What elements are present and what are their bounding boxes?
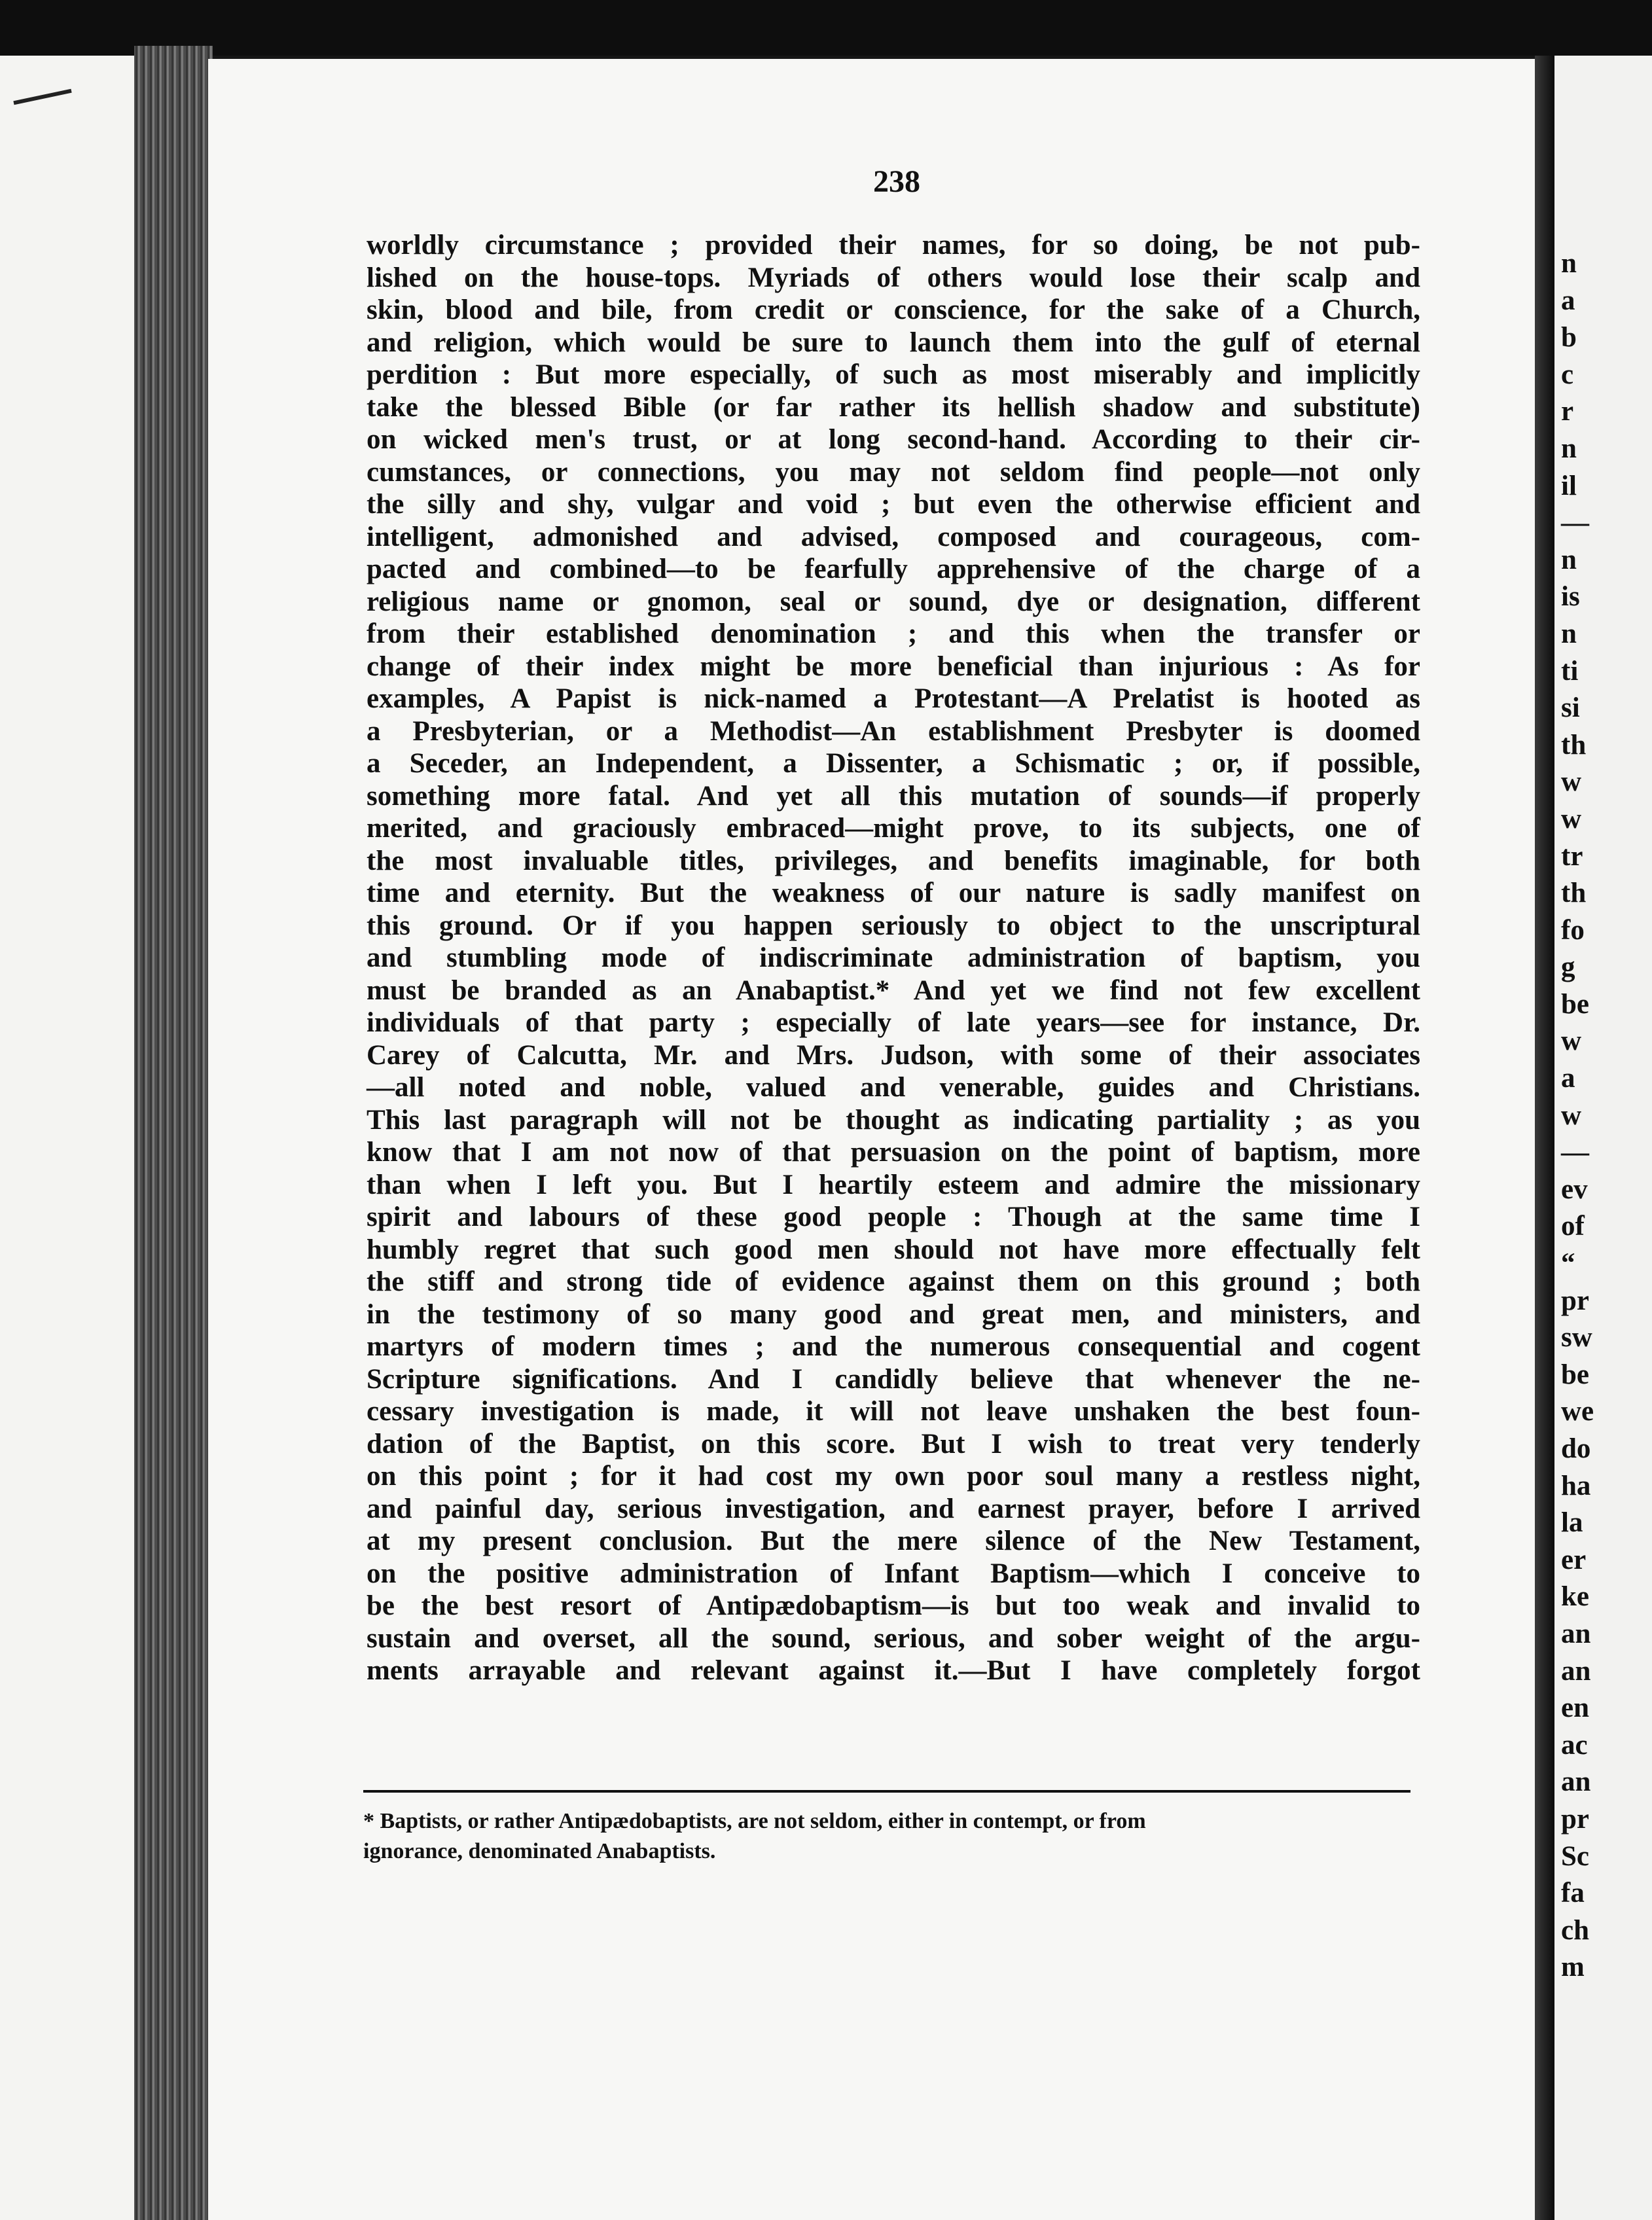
book-gutter (1535, 56, 1554, 2220)
facing-page-fragment: th (1561, 878, 1587, 909)
body-line: religious name or gnomon, seal or sound, dye or designation, different (367, 586, 1420, 617)
body-line: skin, blood and bile, from credit or conscience, for the sake of a Church, (367, 295, 1420, 325)
facing-page-edge (1554, 56, 1652, 2220)
facing-page-fragment: w (1561, 766, 1582, 798)
body-line: on this point ; for it had cost my own poor soul many a restless night, (367, 1461, 1420, 1492)
body-line: —all noted and noble, valued and venerable, guides and Christians. (367, 1072, 1420, 1103)
facing-page-fragment: en (1561, 1692, 1589, 1724)
facing-page-fragment: Sc (1561, 1840, 1589, 1872)
facing-page-fragment: r (1561, 396, 1574, 427)
body-line: cessary investigation is made, it will not leave unshaken the best foun- (367, 1396, 1420, 1427)
body-line: lished on the house-tops. Myriads of others would lose their scalp and (367, 262, 1420, 293)
body-line: in the testimony of so many good and great men, and ministers, and (367, 1298, 1420, 1330)
footnote-rule (363, 1790, 1410, 1793)
body-line: the stiff and strong tide of evidence against them on this ground ; both (367, 1266, 1420, 1297)
facing-page-fragment: — (1561, 507, 1589, 539)
body-line: Scripture significations. And I candidly believe that whenever the ne- (367, 1363, 1420, 1395)
body-line: sustain and overset, all the sound, serious, and sober weight of the argu- (367, 1622, 1420, 1654)
body-line: Carey of Calcutta, Mr. and Mrs. Judson, with some of their associates (367, 1039, 1420, 1071)
facing-page-fragment: an (1561, 1618, 1591, 1649)
footnote (363, 1806, 1417, 1867)
body-line: and stumbling mode of indiscriminate administration of baptism, you (367, 942, 1420, 973)
facing-page-fragment: of (1561, 1211, 1585, 1242)
body-line: must be branded as an Anabaptist.* And yet we find not few excellent (367, 975, 1420, 1006)
page-edges (134, 46, 213, 2220)
body-line: be the best resort of Antipædobaptism—is but too weak and invalid to (367, 1590, 1420, 1621)
facing-page-fragment: fo (1561, 914, 1585, 946)
body-line: from their established denomination ; and this when the transfer or (367, 618, 1420, 649)
facing-page-fragment: ac (1561, 1729, 1588, 1761)
facing-page-fragment: fa (1561, 1878, 1585, 1909)
body-line: merited, and graciously embraced—might prove, to its subjects, one of (367, 813, 1420, 844)
body-line: worldly circumstance ; provided their names, for so doing, be not pub- (367, 230, 1420, 260)
facing-page-fragment: n (1561, 433, 1577, 464)
body-line: something more fatal. And yet all this mutation of sounds—if properly (367, 780, 1420, 812)
facing-page-fragment: n (1561, 618, 1577, 649)
facing-page-fragment: ke (1561, 1581, 1589, 1613)
scan-top-border (0, 0, 1652, 56)
facing-page-fragment: ch (1561, 1914, 1589, 1946)
facing-page-fragment: w (1561, 1026, 1582, 1057)
facing-page-fragment: n (1561, 544, 1577, 575)
facing-page-fragment: pr (1561, 1803, 1589, 1835)
body-line: spirit and labours of these good people : Though at the same time I (367, 1202, 1420, 1232)
footnote-line: * Baptists, or rather Antipædobaptists, are not seldom, either in contempt, or from (363, 1809, 1146, 1833)
facing-page-fragment: ti (1561, 655, 1579, 687)
facing-page-fragment: sw (1561, 1322, 1592, 1353)
margin-mark (13, 89, 71, 105)
facing-page-fragment: do (1561, 1433, 1591, 1464)
body-line: intelligent, admonished and advised, composed and courageous, com- (367, 521, 1420, 552)
facing-page-fragment: a (1561, 285, 1575, 316)
facing-page-fragment: is (1561, 581, 1580, 613)
facing-page-text (1561, 245, 1594, 1986)
facing-page-fragment: la (1561, 1507, 1583, 1539)
page-number: 238 (873, 164, 920, 199)
body-line: and painful day, serious investigation, and earnest prayer, before I arrived (367, 1493, 1420, 1524)
body-line: change of their index might be more beneficial than injurious : As for (367, 651, 1420, 682)
facing-page-fragment: er (1561, 1544, 1587, 1575)
facing-page-fragment: tr (1561, 840, 1583, 872)
facing-page-fragment: a (1561, 1063, 1575, 1094)
facing-page-fragment: ha (1561, 1470, 1591, 1501)
body-line: time and eternity. But the weakness of our nature is sadly manifest on (367, 878, 1420, 908)
facing-page-fragment: th (1561, 729, 1587, 761)
body-line: ments arrayable and relevant against it.—But I have completely forgot (367, 1655, 1420, 1686)
footnote-line: ignorance, denominated Anabaptists. (363, 1839, 716, 1863)
body-line: the silly and shy, vulgar and void ; but even the otherwise efficient and (367, 489, 1420, 520)
body-line: perdition : But more especially, of such as most miserably and implicitly (367, 359, 1420, 390)
facing-page-fragment: ev (1561, 1173, 1588, 1205)
body-line: pacted and combined—to be fearfully apprehensive of the charge of a (367, 554, 1420, 584)
facing-page-fragment: g (1561, 952, 1575, 983)
facing-page-fragment: w (1561, 803, 1582, 834)
facing-page-fragment: n (1561, 248, 1577, 279)
facing-page-fragment: b (1561, 322, 1577, 353)
facing-page-fragment: w (1561, 1100, 1582, 1131)
body-text (367, 229, 1420, 1687)
body-line: know that I am not now of that persuasion on the point of baptism, more (367, 1137, 1420, 1168)
body-line: take the blessed Bible (or far rather its hellish shadow and substitute) (367, 391, 1420, 423)
facing-page-fragment: we (1561, 1396, 1594, 1427)
facing-page-fragment: pr (1561, 1285, 1589, 1316)
body-line: and religion, which would be sure to launch them into the gulf of eternal (367, 327, 1420, 358)
body-line: martyrs of modern times ; and the numerous consequential and cogent (367, 1331, 1420, 1362)
body-line: on the positive administration of Infant Baptism—which I conceive to (367, 1558, 1420, 1589)
facing-page-fragment: an (1561, 1766, 1591, 1798)
facing-page-fragment: si (1561, 692, 1580, 724)
body-line: on wicked men's trust, or at long second-hand. According to their cir- (367, 424, 1420, 455)
left-scan-margin (0, 56, 137, 2220)
body-line: this ground. Or if you happen seriously to object to the unscriptural (367, 910, 1420, 941)
body-line: at my present conclusion. But the mere silence of the New Testament, (367, 1526, 1420, 1556)
facing-page-fragment: be (1561, 1359, 1589, 1390)
body-line: cumstances, or connections, you may not seldom find people—not only (367, 456, 1420, 488)
body-line: a Seceder, an Independent, a Dissenter, a Schismatic ; or, if possible, (367, 748, 1420, 779)
facing-page-fragment: — (1561, 1137, 1589, 1168)
facing-page-fragment: c (1561, 359, 1574, 390)
body-line: a Presbyterian, or a Methodist—An establishment Presbyter is doomed (367, 715, 1420, 747)
body-line: than when I left you. But I heartily esteem and admire the missionary (367, 1169, 1420, 1200)
facing-page-fragment: il (1561, 470, 1577, 501)
facing-page-fragment: be (1561, 988, 1589, 1020)
body-line: individuals of that party ; especially of late years—see for instance, Dr. (367, 1007, 1420, 1038)
facing-page-fragment: m (1561, 1952, 1585, 1983)
body-line: This last paragraph will not be thought as indicating partiality ; as you (367, 1104, 1420, 1136)
body-line: examples, A Papist is nick-named a Protestant—A Prelatist is hooted as (367, 683, 1420, 714)
body-line: humbly regret that such good men should not have more effectually felt (367, 1234, 1420, 1265)
body-line: dation of the Baptist, on this score. But I wish to treat very tenderly (367, 1428, 1420, 1459)
facing-page-fragment: “ (1561, 1248, 1575, 1280)
facing-page-fragment: an (1561, 1655, 1591, 1687)
body-line: the most invaluable titles, privileges, and benefits imaginable, for both (367, 845, 1420, 876)
